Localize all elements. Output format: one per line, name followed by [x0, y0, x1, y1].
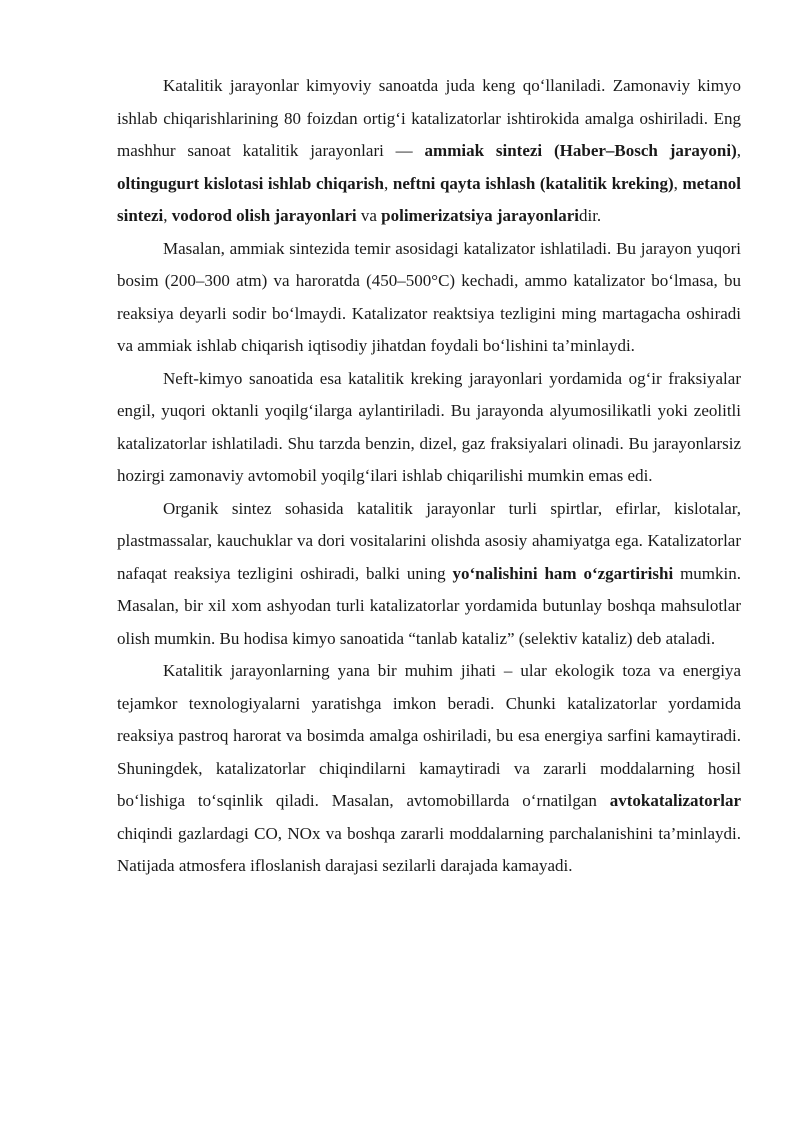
text-run: ,	[163, 206, 172, 225]
text-run: dir.	[578, 206, 602, 225]
paragraph-5	[117, 655, 741, 883]
text-run: chiqindi gazlardagi CO, NOx va boshqa zararli moddalarning parchalanishini ta’minlaydi. Natijada atmosfera ifloslanish darajasi sezilarli darajada kamayadi.	[117, 823, 741, 875]
bold-term: avtokatalizatorlar	[609, 791, 741, 810]
bold-term: polimerizatsiya jarayonlari	[381, 206, 579, 225]
text-run: Katalitik jarayonlarning yana bir muhim jihati – ular ekologik toza va energiya tejamkor texnologiyalarni yaratishga imkon beradi. Chunki katalizatorlar yordamida reaksiya pastroq harorat va bosimda amalga oshiriladi, bu esa energiya sarfini kamaytiradi. Shuningdek, katalizatorlar chiqindilarni kamaytiradi va zararli moddalarning hosil bo‘lishiga to‘sqinlik qiladi. Masalan, avtomobillarda o‘rnatilgan	[117, 661, 741, 810]
bold-term: neftni qayta ishlash (katalitik kreking)	[392, 173, 674, 193]
text-run: Masalan, ammiak sintezida temir asosidagi katalizator ishlatiladi. Bu jarayon yuqori bosim (200–300 atm) va haroratda (450–500°C) kechadi, ammo katalizator bo‘lmasa, bu reaksiya deyarli sodir bo‘lmaydi. Katalizator reaktsiya tezligini ming martagacha oshiradi va ammiak ishlab chiqarish iqtisodiy jihatdan foydali bo‘lishini ta’minlaydi.	[117, 238, 741, 355]
paragraph-4	[117, 493, 741, 656]
bold-term: vodorod olish jarayonlari	[171, 206, 357, 225]
paragraph-2	[117, 233, 741, 363]
text-run: Organik sintez sohasida katalitik jarayonlar turli spirtlar, efirlar, kislotalar, plastmassalar, kauchuklar va dori vositalarini olishda asosiy ahamiyatga ega. Katalizatorlar nafaqat reaksiya tezligini oshiradi, balki uning	[117, 498, 741, 583]
text-run: ,	[384, 173, 393, 193]
bold-term: oltingugurt kislotasi ishlab chiqarish	[117, 173, 385, 193]
text-run: ,	[736, 141, 742, 160]
text-run: Neft-kimyo sanoatida esa katalitik kreking jarayonlari yordamida og‘ir fraksiyalar engil, yuqori oktanli yoqilg‘ilarga aylantiriladi. Bu jarayonda alyumosilikatli yoki zeolitli katalizatorlar ishlatiladi. Shu tarzda benzin, dizel, gaz fraksiyalari olinadi. Bu jarayonlarsiz hozirgi zamonaviy avtomobil yoqilg‘ilari ishlab chiqarilishi mumkin emas edi.	[117, 368, 741, 485]
paragraph-3	[117, 363, 741, 493]
text-run: Katalitik jarayonlar kimyoviy sanoatda juda keng qo‘llaniladi. Zamonaviy kimyo ishlab chiqarishlarining 80 foizdan ortig‘i katalizatorlar ishtirokida amalga oshiriladi. Eng mashhur sanoat katalitik jarayonlari —	[117, 76, 741, 160]
text-run: mumkin. Masalan, bir xil xom ashyodan turli katalizatorlar yordamida butunlay boshqa mahsulotlar olish mumkin. Bu hodisa kimyo sanoatida “tanlab kataliz” (selektiv kataliz) deb ataladi.	[117, 563, 741, 648]
bold-term: yo‘nalishini ham o‘zgartirishi	[452, 563, 674, 583]
bold-term: metanol sintezi	[117, 173, 742, 225]
text-run: ,	[673, 173, 683, 193]
text-run: va	[356, 206, 382, 225]
paragraph-1	[117, 70, 741, 233]
page-body	[117, 70, 741, 883]
bold-term: ammiak sintezi (Haber–Bosch jarayoni)	[424, 141, 737, 160]
